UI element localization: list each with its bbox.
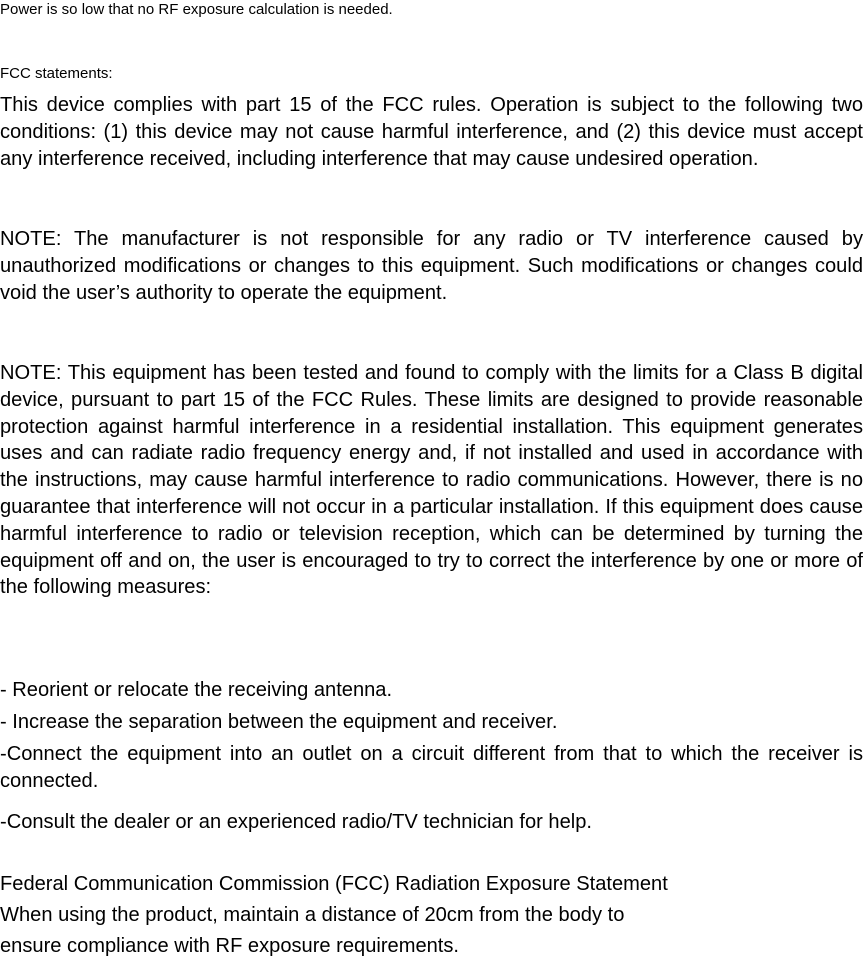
intro-text: Power is so low that no RF exposure calculation is needed.: [0, 1, 393, 18]
radiation-statement-line: When using the product, maintain a distance of 20cm from the body to: [0, 904, 625, 926]
note-class-b-paragraph: NOTE: This equipment has been tested and found to comply with the limits for a Class B digital device, pursuant to part 15 of the FCC Rules. These limits are designed to provide reasonable protection against harmful interference in a residential installation. This equipment generates uses and can radiate radio frequency energy and, if not installed and used in accordance with the instructions, may cause harmful interference to radio communications. However, there is no guarantee that interference will not occur in a particular installation. If this equipment does cause harmful interference to radio or television reception, which can be determined by turning the equipment off and on, the user is encouraged to try to correct the interference by one or more of the following measures:: [0, 362, 863, 599]
measure-item: - Reorient or relocate the receiving antenna.: [0, 679, 393, 701]
radiation-statement-line: ensure compliance with RF exposure requirements.: [0, 935, 460, 957]
note-modifications-paragraph: NOTE: The manufacturer is not responsible for any radio or TV interference caused by unauthorized modifications or changes to this equipment. Such modifications or changes could void the user’s authority to operate the equipment.: [0, 228, 863, 304]
measure-item: -Connect the equipment into an outlet on a circuit different from that to which the receiver is connected.: [0, 743, 863, 792]
compliance-paragraph: This device complies with part 15 of the FCC rules. Operation is subject to the following two conditions: (1) this device may not cause harmful interference, and (2) this device must accept any interference received, including interference that may cause undesired operation.: [0, 94, 863, 170]
measure-item: - Increase the separation between the equipment and receiver.: [0, 711, 558, 733]
radiation-statement-title: Federal Communication Commission (FCC) Radiation Exposure Statement: [0, 873, 668, 895]
fcc-heading: FCC statements:: [0, 65, 113, 82]
measure-item: -Consult the dealer or an experienced radio/TV technician for help.: [0, 811, 592, 833]
